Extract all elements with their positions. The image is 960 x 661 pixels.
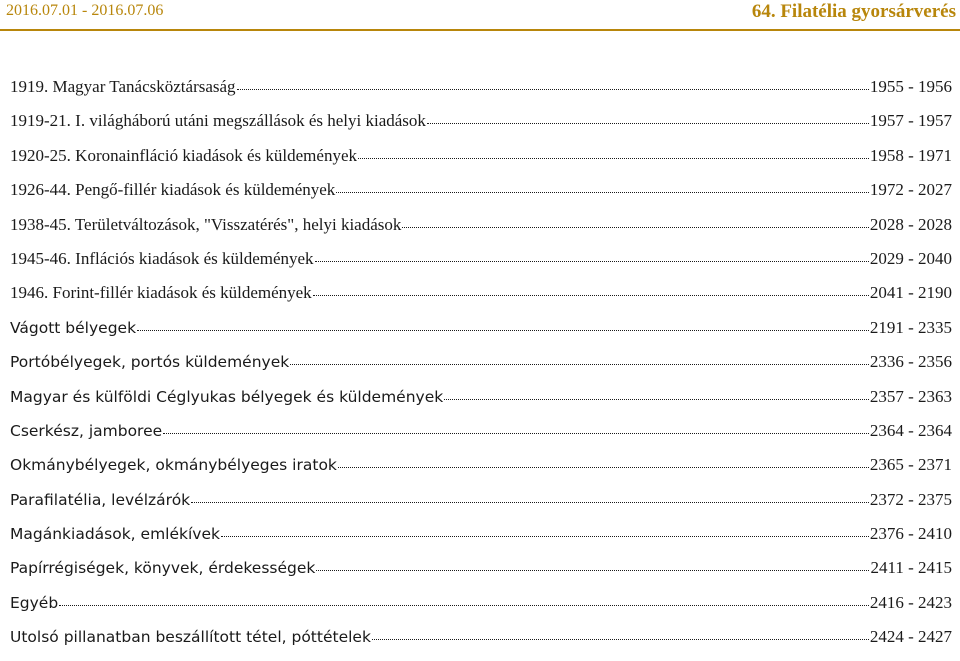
toc-row <box>10 145 952 179</box>
toc-label: Egyéb <box>10 593 59 612</box>
toc-leader-dots <box>313 295 869 296</box>
toc-leader-dots <box>290 364 869 365</box>
toc-row <box>10 317 952 351</box>
toc-leader-dots <box>137 330 869 331</box>
toc-leader-dots <box>163 433 869 434</box>
toc-pages: 1972 - 2027 <box>869 180 952 200</box>
toc-leader-dots <box>336 192 869 193</box>
toc-pages: 2416 - 2423 <box>869 592 952 612</box>
toc-label: Utolsó pillanatban beszállított tétel, póttételek <box>10 628 371 647</box>
toc-pages: 2424 - 2427 <box>869 627 952 647</box>
toc-leader-dots <box>427 123 869 124</box>
toc-row <box>10 557 952 591</box>
toc-leader-dots <box>191 502 869 503</box>
header-date-range: 2016.07.01 - 2016.07.06 <box>6 2 164 19</box>
toc-row <box>10 76 952 110</box>
toc-leader-dots <box>338 467 869 468</box>
header-divider <box>0 29 960 31</box>
toc-pages: 2336 - 2356 <box>869 352 952 372</box>
toc-pages: 2411 - 2415 <box>870 558 952 578</box>
toc-label: Cserkész, jamboree <box>10 421 163 440</box>
toc-pages: 2357 - 2363 <box>869 386 952 406</box>
toc-row <box>10 214 952 248</box>
toc-label: 1938-45. Területváltozások, "Visszatérés", helyi kiadások <box>10 214 402 234</box>
table-of-contents <box>10 76 952 661</box>
toc-label: 1919. Magyar Tanácsköztársaság <box>10 77 236 96</box>
toc-pages: 2041 - 2190 <box>869 283 952 303</box>
toc-row <box>10 454 952 488</box>
toc-label: 1919-21. I. világháború utáni megszállások és helyi kiadások <box>10 111 426 131</box>
toc-pages: 2191 - 2335 <box>869 317 952 337</box>
toc-label: Vágott bélyegek <box>10 318 137 337</box>
toc-label: 1946. Forint-fillér kiadások és küldemények <box>10 283 312 303</box>
toc-label: 1926-44. Pengő-fillér kiadások és küldemények <box>10 180 336 200</box>
toc-row <box>10 282 952 316</box>
toc-row <box>10 386 952 420</box>
toc-row <box>10 523 952 557</box>
toc-leader-dots <box>221 536 869 537</box>
toc-row <box>10 626 952 660</box>
toc-label: Portóbélyegek, portós küldemények <box>10 353 290 372</box>
toc-row <box>10 110 952 144</box>
toc-row <box>10 489 952 523</box>
toc-label: Magyar és külföldi Céglyukas bélyegek és küldemények <box>10 387 444 406</box>
toc-label: 1920-25. Koronainfláció kiadások és küldemények <box>10 145 357 165</box>
toc-leader-dots <box>402 227 868 228</box>
toc-pages: 2364 - 2364 <box>869 420 952 440</box>
toc-row <box>10 592 952 626</box>
toc-label: Magánkiadások, emlékívek <box>10 525 220 544</box>
toc-row <box>10 351 952 385</box>
header-title: 64. Filatélia gyorsárverés <box>751 1 956 22</box>
toc-leader-dots <box>358 158 869 159</box>
toc-pages: 2029 - 2040 <box>869 248 952 268</box>
toc-row <box>10 420 952 454</box>
toc-pages: 1958 - 1971 <box>869 145 952 165</box>
toc-label: Papírrégiségek, könyvek, érdekességek <box>10 559 316 578</box>
toc-leader-dots <box>444 399 869 400</box>
toc-leader-dots <box>237 89 869 90</box>
page-header <box>0 0 960 30</box>
toc-pages: 2376 - 2410 <box>869 524 952 544</box>
toc-leader-dots <box>372 639 869 640</box>
toc-leader-dots <box>59 605 869 606</box>
toc-pages: 2372 - 2375 <box>869 489 952 509</box>
toc-row <box>10 179 952 213</box>
toc-label: Okmánybélyegek, okmánybélyeges iratok <box>10 456 337 475</box>
toc-leader-dots <box>315 261 869 262</box>
toc-label: Parafilatélia, levélzárók <box>10 490 191 509</box>
toc-leader-dots <box>316 570 869 571</box>
toc-row <box>10 248 952 282</box>
toc-label: 1945-46. Inflációs kiadások és küldemények <box>10 248 314 268</box>
toc-pages: 2365 - 2371 <box>869 455 952 475</box>
toc-pages: 1955 - 1956 <box>869 77 952 96</box>
toc-pages: 1957 - 1957 <box>869 111 952 131</box>
toc-pages: 2028 - 2028 <box>869 214 952 234</box>
